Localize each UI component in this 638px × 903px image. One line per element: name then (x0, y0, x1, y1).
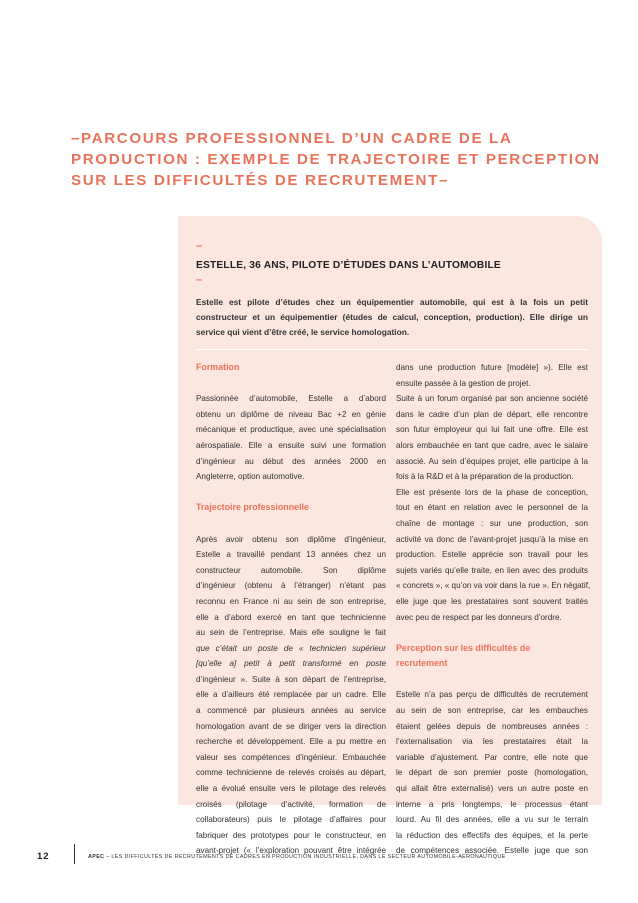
body-line: homologation avant de se diriger vers la direction (196, 721, 386, 731)
body-line: l’externalisation via les prestataires était la (396, 737, 588, 747)
body-line: variable d’ajustement. Par contre, elle note que (396, 752, 588, 762)
spacer (396, 625, 588, 641)
body-line: activité va donc de l’avant-projet jusqu’à la mise en (396, 534, 588, 544)
body-line: la réduction des effectifs des équipes, et la perte (396, 830, 588, 840)
dash-separator: – (196, 274, 203, 286)
intro-line: Estelle est pilote d’études chez un équipementier automobile, qui est à la fois un petit (196, 297, 588, 307)
body-line: sujets variés qu’elle traite, en lien avec des produits (396, 565, 588, 575)
body-line: dans le cadre d’un plan de départ, elle rencontre (396, 409, 588, 419)
publisher-name: APEC (88, 854, 105, 860)
body-line: étaient gelées depuis de nombreuses années : (396, 721, 588, 731)
profile-heading: ESTELLE, 36 ANS, PILOTE D’ÉTUDES DANS L’AUTOMOBILE (196, 260, 501, 271)
section-title-perception: recrutement (396, 658, 448, 669)
body-line: obtenu un diplôme de niveau Bac +2 en génie (196, 409, 386, 419)
left-column (196, 360, 386, 859)
intro-line: service qui vient d’être créé, le service homologation. (196, 327, 410, 338)
body-line: Estelle n’a pas perçu de difficultés de recrutement (396, 690, 588, 700)
body-line: fabriquer des prototypes pour le constructeur, en (196, 830, 386, 840)
body-line: collaborateurs) puis le pilotage d’affaires pour (196, 815, 386, 825)
spacer (196, 516, 386, 532)
body-line: que c’était un poste de « technicien supérieur (196, 643, 386, 653)
body-line: reconnu en France ni au sein de son entreprise, (196, 596, 386, 606)
body-line: dans une production future [modèle] »). Elle est (396, 363, 588, 372)
body-line: d’ingénieur ». Suite à son départ de l’entreprise, (196, 674, 386, 684)
profile-intro (196, 295, 588, 341)
body-line: au sein de son entreprise, car les embauches (396, 706, 588, 716)
body-line: fois à la R&D et à la préparation de la production. (396, 472, 574, 482)
title-line: PRODUCTION : EXEMPLE DE TRAJECTOIRE ET PERCEPTION (71, 151, 601, 168)
body-line: aérospatiale. Elle a ensuite suivi une formation (196, 440, 386, 450)
body-line: comme technicienne de relevés croisés au départ, (196, 768, 386, 778)
body-line: son futur employeur qui lui fait une offre. Elle est (396, 425, 588, 435)
body-line: le départ de son premier poste (homologation, (396, 768, 588, 778)
body-line: constructeur automobile. Son diplôme (196, 565, 386, 575)
body-line: recherche et développement. Elle a pu mettre en (196, 737, 386, 747)
spacer (196, 485, 386, 501)
body-line: valeur ses compétences d’ingénieur. Embauchée (196, 752, 386, 762)
body-line: d’ingénieur au début des années 2000 en (196, 456, 386, 466)
body-line: elle a évolué ensuite vers le pilotage des relevés (196, 784, 386, 794)
body-line: qui allait être externalisé) vers un autre poste en (396, 784, 588, 794)
page-number: 12 (37, 851, 50, 862)
title-line: SUR LES DIFFICULTÉS DE RECRUTEMENT– (71, 172, 450, 189)
body-line: Suite à un forum organisé par son ancienne société (396, 394, 588, 404)
footer-title-text: – LES DIFFICULTÉS DE RECRUTEMENTS DE CADRES EN PRODUCTION INDUSTRIELLE, DANS LE SECTEUR AUTOMOBILE-AÉRONAUTIQUE (104, 854, 506, 860)
body-line: de compétences associée. Estelle juge que son (396, 846, 588, 856)
section-title-perception: Perception sur les difficultés de (396, 642, 531, 653)
body-line: alors embauchée en tant que cadre, avec le salaire (396, 440, 588, 450)
body-line: avec peu de respect par les donneurs d’ordre. (396, 612, 562, 622)
dash-separator: – (196, 240, 203, 252)
footer-running-title (88, 854, 506, 860)
spacer (396, 672, 588, 688)
body-line: au sein de l’entreprise. Mais elle souligne le fait (196, 628, 386, 638)
body-line: chaîne de montage : sur une production, son (396, 518, 588, 528)
body-line: [qu’elle a] petit à petit transformé en poste (196, 659, 386, 669)
body-line: tout en étant en relation avec le personnel de la (396, 503, 588, 513)
intro-line: constructeur et un équipementier (études de calcul, conception, production). Elle dirige un (196, 312, 588, 323)
body-line: interne a pris longtemps, le processus étant (396, 799, 588, 809)
body-line: elle a d’ailleurs été remplacée par un cadre. Elle (196, 690, 386, 700)
body-line: « concrets », « qu’on va voir dans la rue ». En négatif, (396, 581, 591, 591)
body-line: elle juge que les prestataires sont souvent traités (396, 596, 588, 606)
body-line: d’ingénieur (obtenu à l’étranger) n’étant pas (196, 581, 386, 591)
body-line: elle a d’abord exercé en tant que technicienne (196, 612, 386, 622)
body-line: lourd. Au fil des années, elle a vu sur le terrain (396, 815, 588, 825)
body-line: avant-projet (« l’exploration pouvant être intégrée (196, 846, 386, 856)
body-line: Après avoir obtenu son diplôme d’ingénieur, (196, 534, 386, 544)
body-line: Elle est présente lors de la phase de conception, (396, 487, 588, 497)
body-line: ensuite passée à la gestion de projet. (396, 378, 531, 388)
title-line: –PARCOURS PROFESSIONNEL D’UN CADRE DE LA (71, 130, 513, 147)
page-title (71, 128, 611, 191)
body-line: Estelle a travaillé pendant 13 années chez un (196, 550, 386, 560)
divider (196, 349, 588, 350)
body-line: associé. Au sein d’équipes projet, elle participe à la (396, 456, 588, 466)
body-line: Passionnée d’automobile, Estelle a d’abord (196, 394, 386, 404)
right-column (396, 360, 591, 859)
section-title-formation: Formation (196, 362, 240, 372)
body-line: mécanique et productique, avec une spécialisation (196, 425, 386, 435)
section-title-trajectoire: Trajectoire professionnelle (196, 502, 309, 513)
body-line: croisés (pilotage d’activité, formation de (196, 799, 386, 809)
body-line: production. Estelle apprécie son travail pour les (396, 550, 588, 560)
spacer (196, 376, 386, 392)
body-line: Angleterre, option automotive. (196, 472, 305, 482)
body-line: a commencé par plusieurs années au service (196, 706, 386, 716)
footer-divider (74, 844, 75, 864)
